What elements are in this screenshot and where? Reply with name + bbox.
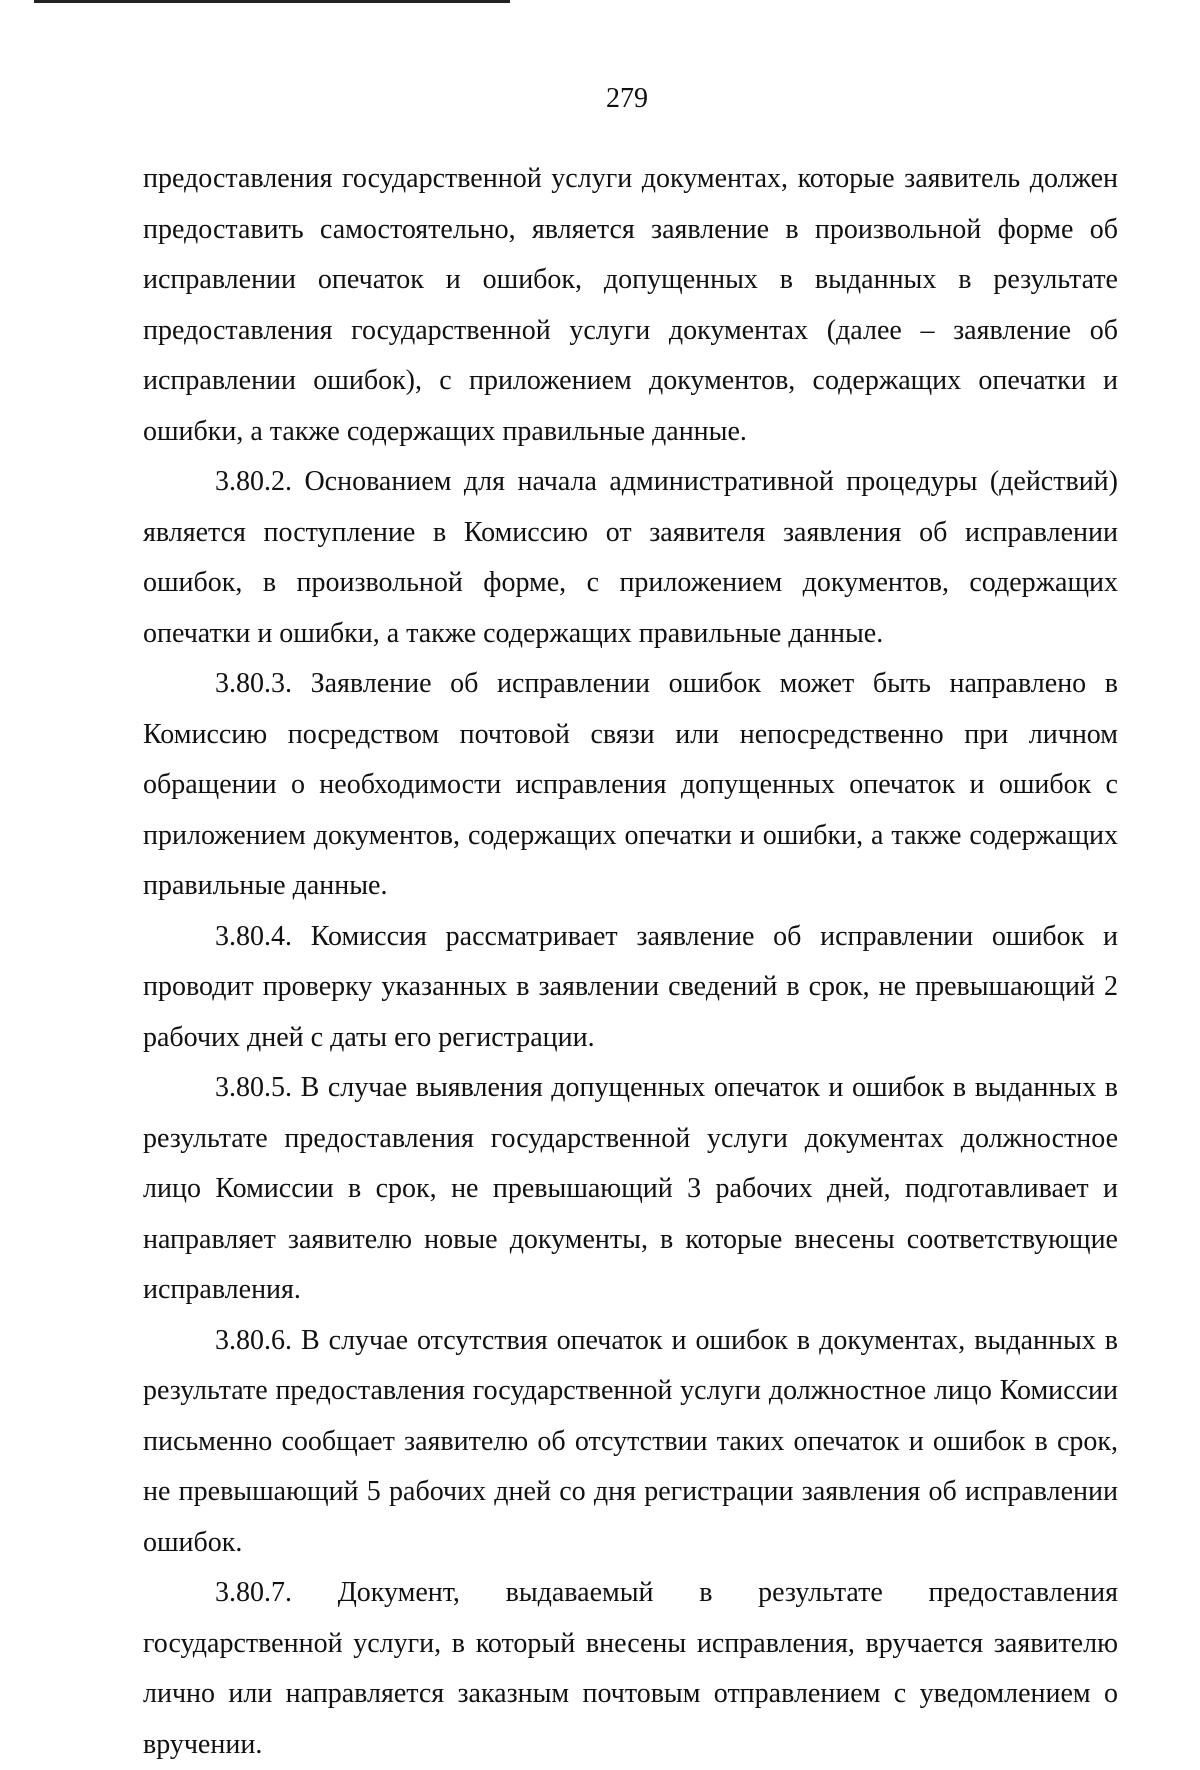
paragraph-3-80-6: 3.80.6. В случае отсутствия опечаток и ошибок в документах, выданных в результате предоставления государственной услуги должностное лицо Комиссии письменно сообщает заявителю об отсутствии таких опечаток и ошибок в срок, не превышающий 5 рабочих дней со дня регистрации заявления об исправлении ошибок.: [143, 1324, 1118, 1558]
paragraph-continuation: предоставления государственной услуги документах, которые заявитель должен предоставить самостоятельно, является заявление в произвольной форме об исправлении опечаток и ошибок, допущенных в выданных в результате предоставления государственной услуги документах (далее – заявление об исправлении ошибок), с приложением документов, содержащих опечатки и ошибки, а также содержащих правильные данные.: [143, 163, 1118, 447]
document-body: [143, 154, 1118, 1770]
top-rule: [34, 0, 510, 3]
paragraph-3-80-2: 3.80.2. Основанием для начала административной процедуры (действий) является поступление в Комиссию от заявителя заявления об исправлении ошибок, в произвольной форме, с приложением документов, содержащих опечатки и ошибки, а также содержащих правильные данные.: [143, 466, 1118, 649]
paragraph-3-80-3: 3.80.3. Заявление об исправлении ошибок может быть направлено в Комиссию посредством почтовой связи или непосредственно при личном обращении о необходимости исправления допущенных опечаток и ошибок с приложением документов, содержащих опечатки и ошибки, а также содержащих правильные данные.: [143, 668, 1118, 901]
page-number: 279: [606, 83, 648, 114]
paragraph-3-80-4: 3.80.4. Комиссия рассматривает заявление об исправлении ошибок и проводит проверку указанных в заявлении сведений в срок, не превышающий 2 рабочих дней с даты его регистрации.: [143, 920, 1118, 1053]
paragraph-3-80-7: 3.80.7. Документ, выдаваемый в результате предоставления государственной услуги, в который внесены исправления, вручается заявителю лично или направляется заказным почтовым отправлением с уведомлением о вручении.: [143, 1577, 1118, 1760]
paragraph-3-80-5: 3.80.5. В случае выявления допущенных опечаток и ошибок в выданных в результате предоставления государственной услуги документах должностное лицо Комиссии в срок, не превышающий 3 рабочих дней, подготавливает и направляет заявителю новые документы, в которые внесены соответствующие исправления.: [143, 1072, 1118, 1305]
